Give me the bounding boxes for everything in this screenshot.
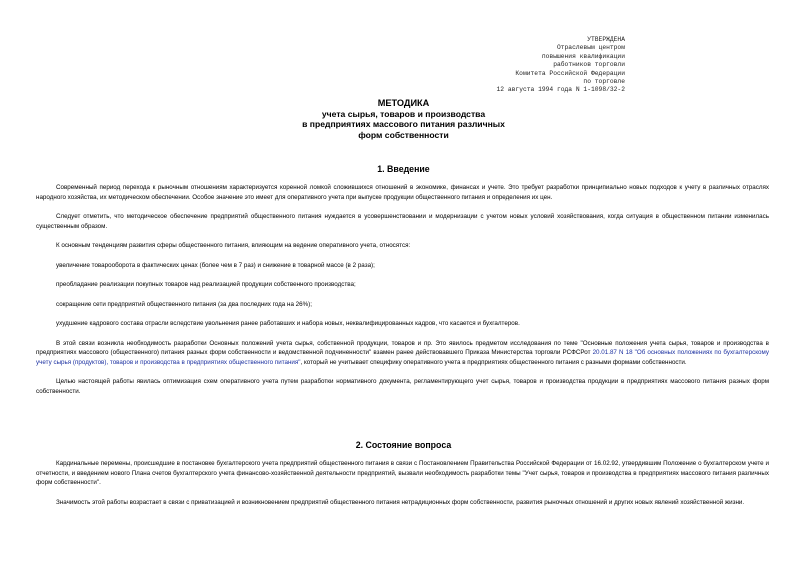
approval-line: работников торговли	[553, 61, 625, 69]
approval-stamp	[497, 36, 625, 95]
section-1-body	[36, 183, 769, 396]
paragraph: Целью настоящей работы явилась оптимизация схем оперативного учета путем разработки нормативного документа, регламентирующего учет сырья, товаров и производства продукции в предприятиях массового питания разных форм собственности.	[36, 378, 769, 395]
approval-line: 12 августа 1994 года N 1-1098/32-2	[496, 86, 625, 94]
title-line: учета сырья, товаров и производства	[321, 108, 486, 119]
paragraph: Кардинальные перемены, происшедшие в постановке бухгалтерского учета предприятий общественного питания в связи с Постановлением Правительства Российской Федерации от 16.02.92, утвердившим Положение о бухгалтерском учете и отчетности, и введением нового Плана счетов бухгалтерского учета финансово-хозяйственной деятельности предприятий, вызвали необходимость разработки темы "Учет сырья, товаров и производства в предприятиях массового питания различных форм собственности".	[36, 460, 769, 486]
order-link[interactable]: 20.01.87 N 18 "Об основных положениях по бухгалтерскому учету сырья (продуктов), товаров и производства в предприятиях общественного питания"	[36, 349, 769, 366]
section-heading: 2. Состояние вопроса	[355, 440, 452, 450]
paragraph: ухудшение кадрового состава отрасли вследствие увольнения ранее работавших и набора новых, неквалифицированных кадров, что касается и бухгалтеров.	[56, 320, 520, 327]
section-2-body	[36, 459, 769, 507]
section-heading: 1. Введение	[377, 164, 430, 174]
paragraph: сокращение сети предприятий общественного питания (за два последних года на 26%);	[56, 300, 312, 308]
document-title	[0, 98, 807, 140]
title-line: МЕТОДИКА	[377, 98, 430, 108]
paragraph: Значимость этой работы возрастает в связи с приватизацией и возникновением предприятий общественного питания нетрадиционных форм собственности, развития рыночных отношений и других новых явлений хозяйственной жизни.	[56, 498, 745, 506]
paragraph: К основным тенденциям развития сферы общественного питания, влияющим на ведение оперативного учета, относятся:	[56, 242, 411, 249]
approval-line: УТВЕРЖДЕНА	[587, 36, 625, 43]
approval-line: Комитета Российской Федерации	[515, 69, 625, 77]
paragraph: преобладание реализации покупных товаров над реализацией продукции собственного производства;	[56, 281, 356, 288]
paragraph: Следует отметить, что методическое обеспечение предприятий общественного питания нуждается в усовершенствовании и модернизации с учетом новых условий хозяйствования, когда ситуация в общественном питании изменилась существенным образом.	[36, 213, 769, 230]
title-line: в предприятиях массового питания различных	[302, 119, 505, 129]
paragraph	[36, 339, 769, 368]
paragraph-text: В этой связи возникла необходимость разработки Основных положений учета сырья, собственной продукции, товаров и пр. Это явилось предметом исследования по теме "Основные положения учета сырья, товаров и производства в предприятиях массового (общественного) питания разных форм собственности и ведомственной подчиненности" взамен ранее действовавшего Приказа Министерства торговли РСФСРот	[36, 339, 769, 356]
paragraph: увеличение товарооборота в фактических ценах (более чем в 7 раз) и снижение в товарной массе (в 2 раза);	[56, 261, 375, 269]
approval-line: Отраслевым центром	[556, 44, 625, 52]
paragraph: Современный период перехода к рыночным отношениям характеризуется коренной ломкой сложившихся отношений в экономике, финансах и учете. Это требует разработки принципиально новых подходов к учету в различных отраслях народного хозяйства, их методическом обеспечении. Особое значение это имеет для оперативного учета при выпуске продукции общественного питания и определения их цен.	[36, 184, 769, 201]
paragraph-text: , который не учитывает специфику оперативного учета в предприятиях общественного питания с разными формами собственности.	[300, 358, 687, 366]
title-line: форм собственности	[358, 129, 449, 140]
approval-line: по торговле	[583, 78, 625, 86]
approval-line: повышения квалификации	[541, 52, 625, 60]
